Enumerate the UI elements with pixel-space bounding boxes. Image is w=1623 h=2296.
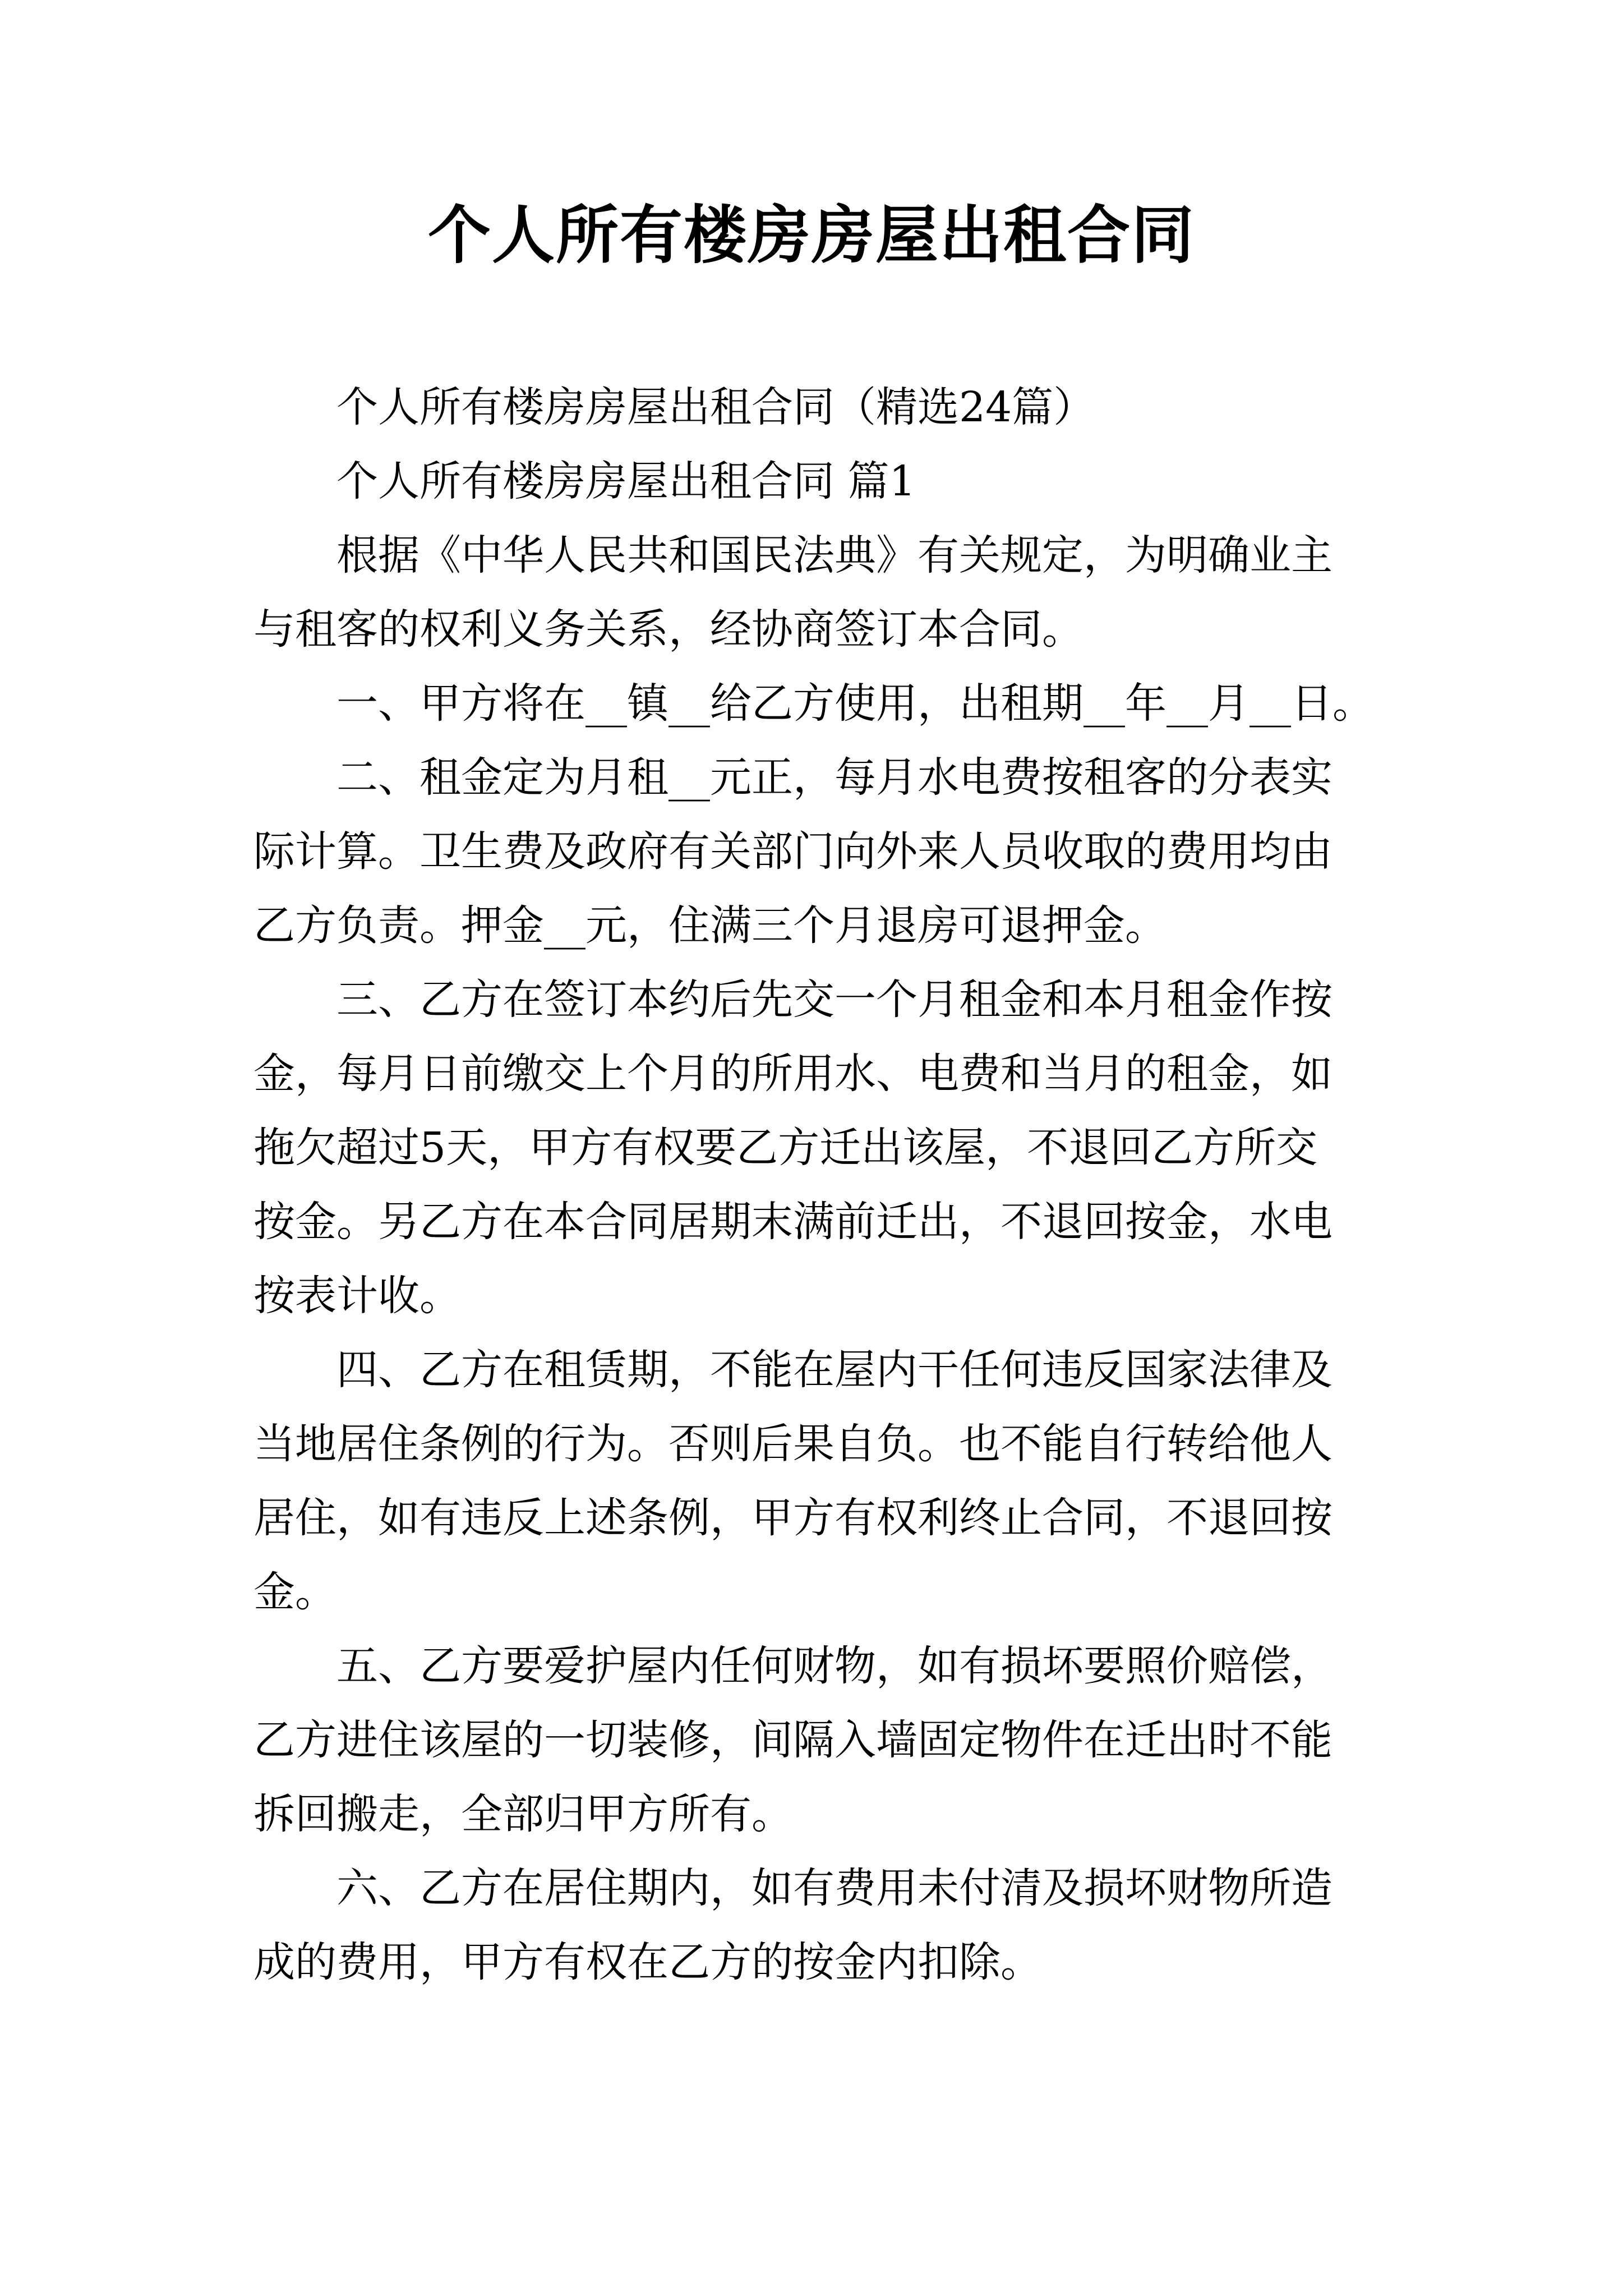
paragraph-line: 居住，如有违反上述条例，甲方有权利终止合同，不退回按 <box>253 1494 1332 1542</box>
page-title: 个人所有楼房房屋出租合同 <box>428 199 1195 272</box>
section-heading: 个人所有楼房房屋出租合同 篇1 <box>336 457 916 505</box>
paragraph-line: 当地居住条例的行为。否则后果自负。也不能自行转给他人 <box>253 1420 1332 1468</box>
paragraph-line: 成的费用，甲方有权在乙方的按金内扣除。 <box>253 1938 1042 1986</box>
paragraph-line: 六、乙方在居住期内，如有费用未付清及损坏财物所造 <box>336 1864 1332 1912</box>
paragraph-line: 金。 <box>253 1568 336 1616</box>
paragraph-line: 拆回搬走，全部归甲方所有。 <box>253 1790 793 1838</box>
paragraph-line: 四、乙方在租赁期，不能在屋内干任何违反国家法律及 <box>336 1346 1332 1394</box>
paragraph-line: 三、乙方在签订本约后先交一个月租金和本月租金作按 <box>336 976 1332 1024</box>
paragraph-line: 按金。另乙方在本合同居期末满前迁出，不退回按金，水电 <box>253 1198 1332 1246</box>
subtitle-line: 个人所有楼房房屋出租合同（精选24篇） <box>336 383 1095 431</box>
paragraph-line: 按表计收。 <box>253 1272 461 1320</box>
paragraph-line: 五、乙方要爱护屋内任何财物，如有损坏要照价赔偿， <box>336 1642 1332 1690</box>
paragraph-line: 金，每月日前缴交上个月的所用水、电费和当月的租金，如 <box>253 1050 1332 1098</box>
paragraph-line: 际计算。卫生费及政府有关部门向外来人员收取的费用均由 <box>253 827 1332 876</box>
paragraph-line: 根据《中华人民共和国民法典》有关规定，为明确业主 <box>336 531 1332 579</box>
paragraph-line: 一、甲方将在__镇__给乙方使用，出租期__年__月__日。 <box>336 679 1374 728</box>
paragraph-line: 拖欠超过5天，甲方有权要乙方迁出该屋，不退回乙方所交 <box>253 1124 1318 1172</box>
paragraph-line: 二、租金定为月租__元正，每月水电费按租客的分表实 <box>336 753 1332 802</box>
paragraph-line: 乙方进住该屋的一切装修，间隔入墙固定物件在迁出时不能 <box>253 1716 1332 1764</box>
paragraph-line: 乙方负责。押金__元，住满三个月退房可退押金。 <box>253 901 1166 950</box>
paragraph-line: 与租客的权利义务关系，经协商签订本合同。 <box>253 605 1083 654</box>
